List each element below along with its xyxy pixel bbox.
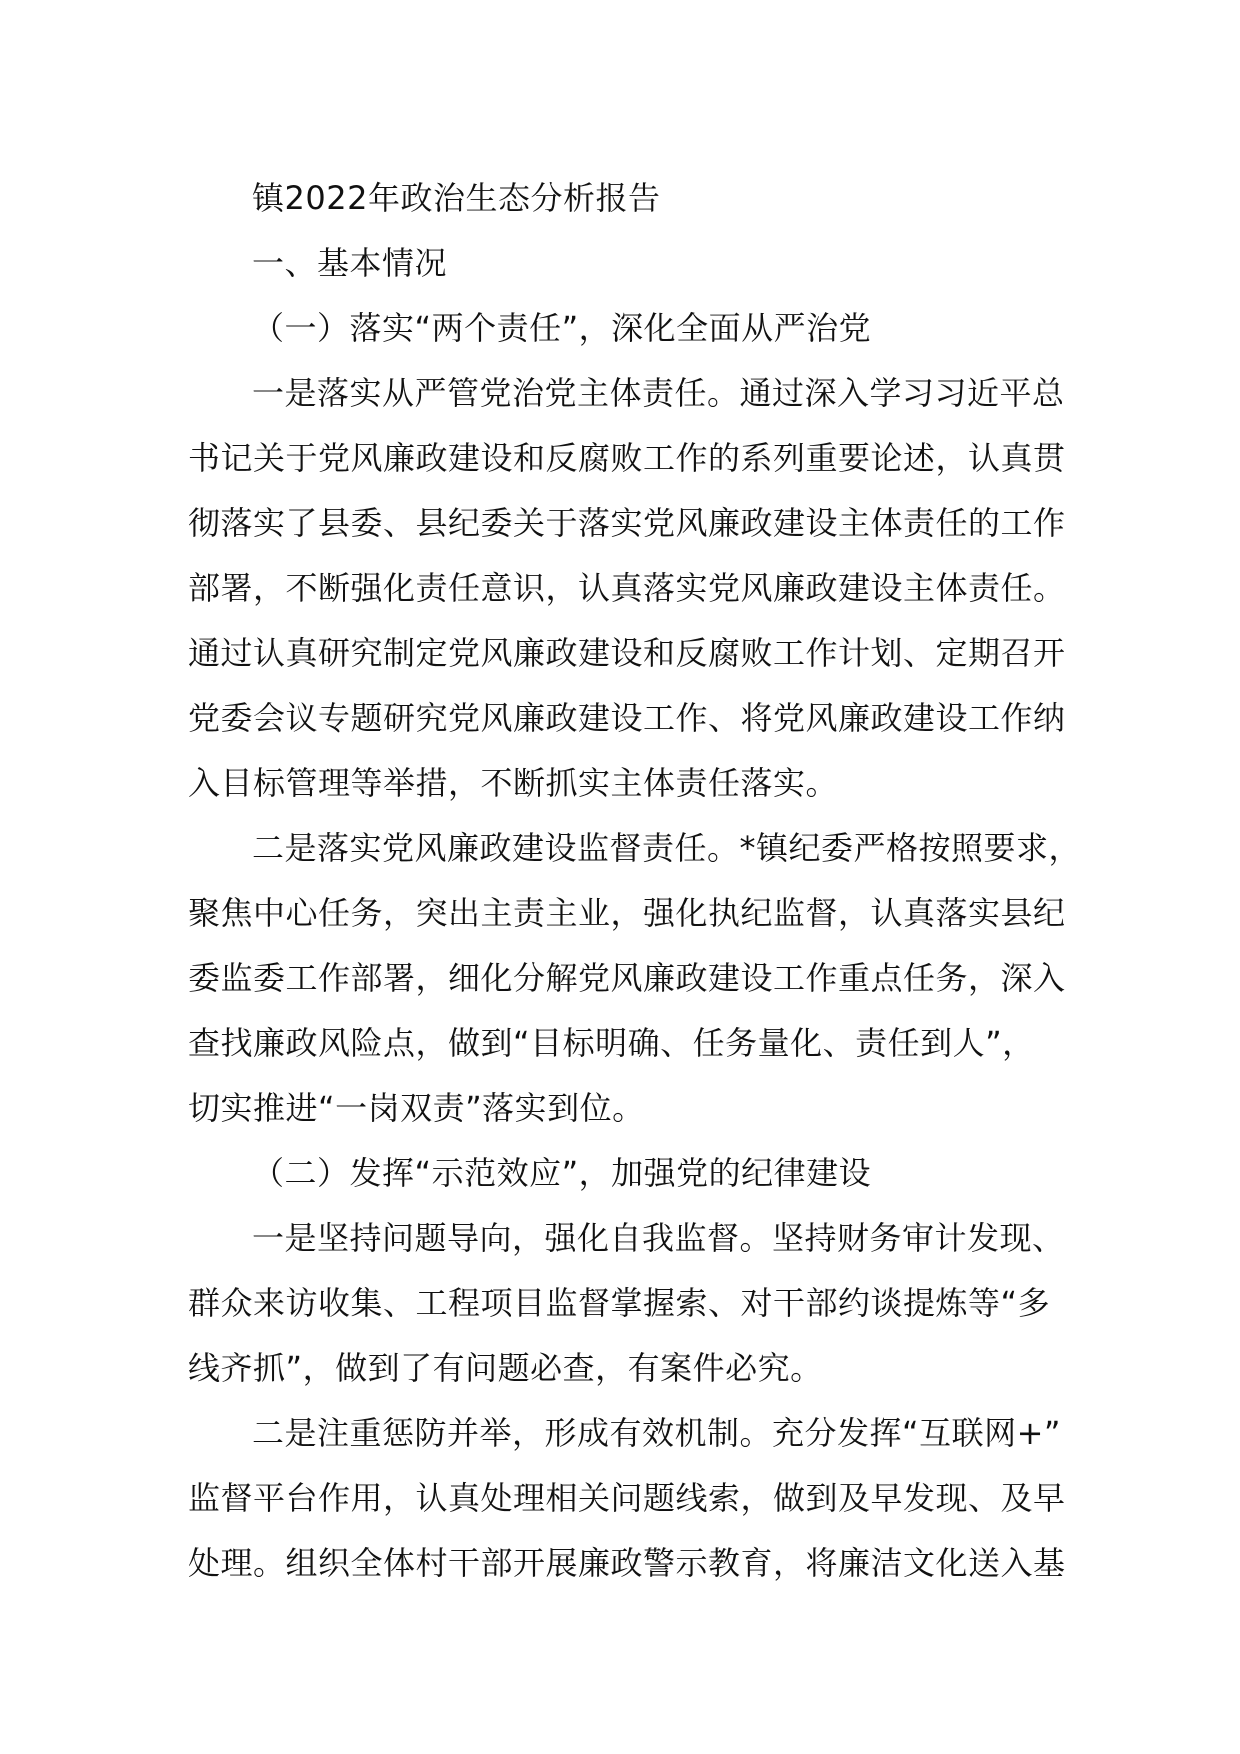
paragraph-line: 通过认真研究制定党风廉政建设和反腐败工作计划、定期召开	[188, 634, 1066, 672]
paragraph-line: 入目标管理等举措，不断抓实主体责任落实。	[188, 764, 839, 802]
paragraph-line: 聚焦中心任务，突出主责主业，强化执纪监督，认真落实县纪	[188, 894, 1066, 932]
paragraph-line: 部署，不断强化责任意识，认真落实党风廉政建设主体责任。	[188, 569, 1066, 607]
document-page	[188, 166, 1082, 1596]
paragraph-line: 处理。组织全体村干部开展廉政警示教育，将廉洁文化送入基	[188, 1544, 1066, 1582]
paragraph-line: 切实推进“一岗双责”落实到位。	[188, 1089, 645, 1127]
paragraph-line: 一是落实从严管党治党主体责任。通过深入学习习近平总	[252, 374, 1065, 412]
paragraph-line: 群众来访收集、工程项目监督掌握索、对干部约谈提炼等“多	[188, 1284, 1051, 1322]
paragraph-line: 彻落实了县委、县纪委关于落实党风廉政建设主体责任的工作	[188, 504, 1066, 542]
paragraph-line: 二是落实党风廉政建设监督责任。*镇纪委严格按照要求，	[252, 829, 1082, 867]
document-title: 镇2022年政治生态分析报告	[252, 179, 661, 217]
paragraph-line: 委监委工作部署，细化分解党风廉政建设工作重点任务，深入	[188, 959, 1066, 997]
paragraph-line: 书记关于党风廉政建设和反腐败工作的系列重要论述，认真贯	[188, 439, 1066, 477]
subsection-heading-2: （二）发挥“示范效应”，加强党的纪律建设	[252, 1154, 872, 1192]
paragraph-line: 党委会议专题研究党风廉政建设工作、将党风廉政建设工作纳	[188, 699, 1066, 737]
paragraph-line: 一是坚持问题导向，强化自我监督。坚持财务审计发现、	[252, 1219, 1065, 1257]
section-heading-basic: 一、基本情况	[252, 244, 448, 282]
paragraph-line: 查找廉政风险点，做到“目标明确、任务量化、责任到人”，	[188, 1024, 1035, 1062]
paragraph-line: 二是注重惩防并举，形成有效机制。充分发挥“互联网+”	[252, 1414, 1061, 1452]
subsection-heading-1: （一）落实“两个责任”，深化全面从严治党	[252, 309, 872, 347]
paragraph-line: 监督平台作用，认真处理相关问题线索，做到及早发现、及早	[188, 1479, 1066, 1517]
paragraph-line: 线齐抓”，做到了有问题必查，有案件必究。	[188, 1349, 823, 1387]
